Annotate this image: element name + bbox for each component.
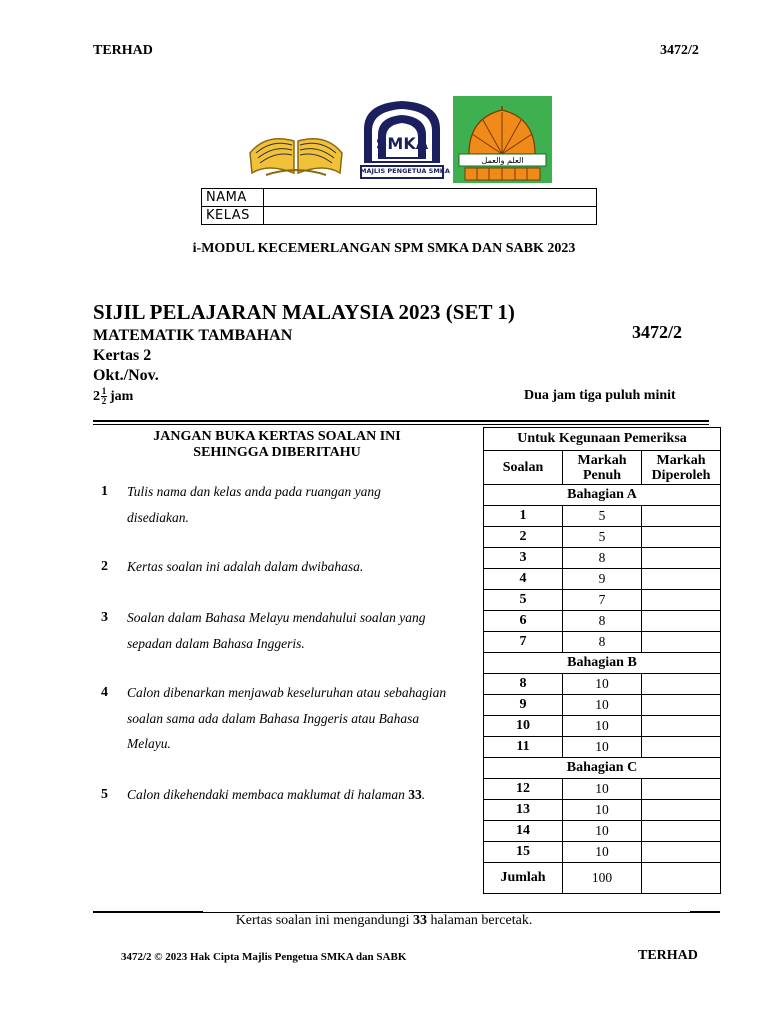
question-number: 7: [484, 632, 563, 653]
instruction-number: 4: [101, 685, 108, 700]
module-title: i-MODUL KECEMERLANGAN SPM SMKA DAN SABK 2023: [192, 241, 576, 256]
classification-label: TERHAD: [93, 43, 153, 58]
table-row: [484, 842, 721, 863]
duration-numerator: 1: [101, 386, 107, 396]
examiner-table: [483, 427, 721, 894]
instruction-number: 5: [101, 787, 108, 802]
duration-whole: 2: [93, 388, 100, 404]
question-number: 1: [484, 506, 563, 527]
duration: [93, 387, 133, 406]
question-number: 2: [484, 527, 563, 548]
paper-number: Kertas 2: [93, 347, 152, 364]
al-ilmu-logo-text: العلم والعمل: [481, 156, 524, 165]
section-header: Bahagian B: [484, 653, 721, 674]
class-field[interactable]: [264, 207, 597, 225]
full-mark: 10: [563, 842, 642, 863]
instruction-5-suffix: .: [421, 787, 426, 802]
obtained-mark-cell[interactable]: [642, 821, 721, 842]
question-number: 14: [484, 821, 563, 842]
table-row: [484, 611, 721, 632]
instruction-5-text: Calon dikehendaki membaca maklumat di halaman: [127, 787, 405, 802]
obtained-mark-cell[interactable]: [642, 779, 721, 800]
obtained-mark-cell[interactable]: [642, 506, 721, 527]
full-mark: 8: [563, 548, 642, 569]
question-number: 4: [484, 569, 563, 590]
obtained-mark-cell[interactable]: [642, 716, 721, 737]
table-row: [484, 527, 721, 548]
full-mark: 7: [563, 590, 642, 611]
obtained-mark-cell[interactable]: [642, 590, 721, 611]
table-row: [484, 695, 721, 716]
table-row: [484, 737, 721, 758]
instruction-5-page: 33: [408, 787, 422, 802]
table-row: [484, 821, 721, 842]
full-mark: 10: [563, 821, 642, 842]
obtained-mark-cell[interactable]: [642, 842, 721, 863]
instruction-number: 2: [101, 559, 108, 574]
class-label: KELAS: [202, 207, 264, 225]
col-soalan: Soalan: [484, 451, 563, 485]
question-number: 15: [484, 842, 563, 863]
examiner-table-title: Untuk Kegunaan Pemeriksa: [484, 428, 721, 451]
exam-title: SIJIL PELAJARAN MALAYSIA 2023 (SET 1): [93, 300, 515, 324]
question-number: 11: [484, 737, 563, 758]
instruction-text: [127, 782, 472, 808]
divider: [93, 420, 709, 422]
majlis-pengetua-logo: [356, 99, 448, 183]
page-count-post: halaman bercetak.: [430, 913, 533, 928]
table-row: [484, 590, 721, 611]
table-row: [484, 674, 721, 695]
section-header: Bahagian A: [484, 485, 721, 506]
duration-fraction: [101, 387, 107, 406]
total-row: [484, 863, 721, 894]
total-label: Jumlah: [484, 863, 563, 894]
question-number: 6: [484, 611, 563, 632]
page-count-note: [0, 913, 768, 929]
instruction-text: Calon dibenarkan menjawab keseluruhan atau sebahagian soalan sama ada dalam Bahasa Inggeris atau Bahasa Melayu.: [127, 685, 447, 751]
obtained-mark-cell[interactable]: [642, 737, 721, 758]
section-header: Bahagian C: [484, 758, 721, 779]
full-mark: 8: [563, 632, 642, 653]
full-mark: 8: [563, 611, 642, 632]
majlis-logo-text: MAJLIS PENGETUA SMKA: [360, 167, 450, 175]
question-number: 10: [484, 716, 563, 737]
warning-text: JANGAN BUKA KERTAS SOALAN INI SEHINGGA DIBERITAHU: [153, 429, 401, 460]
name-label: NAMA: [202, 189, 264, 207]
full-mark: 10: [563, 716, 642, 737]
instruction-text: Kertas soalan ini adalah dalam dwibahasa.: [127, 559, 364, 574]
instruction-number: 3: [101, 610, 108, 625]
full-mark: 10: [563, 737, 642, 758]
table-row: [484, 716, 721, 737]
divider: [93, 424, 709, 425]
question-number: 13: [484, 800, 563, 821]
subject-name: MATEMATIK TAMBAHAN: [93, 327, 293, 344]
classification-label-footer: TERHAD: [638, 948, 698, 963]
obtained-mark-cell[interactable]: [642, 548, 721, 569]
obtained-mark-cell[interactable]: [642, 674, 721, 695]
total-mark: 100: [563, 863, 642, 894]
page-count-number: 33: [412, 913, 427, 928]
full-mark: 10: [563, 779, 642, 800]
student-info-box: [201, 188, 597, 225]
duration-words: Dua jam tiga puluh minit: [524, 388, 676, 403]
paper-code-header: 3472/2: [660, 43, 699, 58]
question-number: 5: [484, 590, 563, 611]
obtained-mark-cell[interactable]: [642, 527, 721, 548]
svg-text:SMKA: SMKA: [375, 134, 429, 153]
question-number: 8: [484, 674, 563, 695]
table-row: [484, 632, 721, 653]
col-markah-penuh: Markah Penuh: [563, 451, 642, 485]
obtained-mark-cell[interactable]: [642, 632, 721, 653]
duration-denominator: 2: [101, 396, 107, 406]
total-obtained-cell[interactable]: [642, 863, 721, 894]
obtained-mark-cell[interactable]: [642, 800, 721, 821]
question-number: 12: [484, 779, 563, 800]
table-row: [484, 800, 721, 821]
paper-code: 3472/2: [632, 322, 683, 342]
full-mark: 10: [563, 695, 642, 716]
instruction-text: Soalan dalam Bahasa Melayu mendahului soalan yang sepadan dalam Bahasa Inggeris.: [127, 610, 426, 651]
table-row: [484, 569, 721, 590]
full-mark: 5: [563, 506, 642, 527]
table-row: [484, 506, 721, 527]
obtained-mark-cell[interactable]: [642, 569, 721, 590]
full-mark: 5: [563, 527, 642, 548]
table-row: [484, 779, 721, 800]
table-row: [484, 548, 721, 569]
book-logo: [246, 113, 346, 181]
col-markah-diperoleh: Markah Diperoleh: [642, 451, 721, 485]
exam-session: Okt./Nov.: [93, 367, 159, 384]
obtained-mark-cell[interactable]: [642, 611, 721, 632]
al-ilmu-logo: [453, 96, 552, 183]
full-mark: 10: [563, 800, 642, 821]
instruction-text: Tulis nama dan kelas anda pada ruangan yang disediakan.: [127, 484, 381, 525]
duration-unit: jam: [110, 388, 134, 404]
copyright: 3472/2 © 2023 Hak Cipta Majlis Pengetua SMKA dan SABK: [121, 951, 407, 963]
question-number: 3: [484, 548, 563, 569]
instruction-number: 1: [101, 484, 108, 499]
full-mark: 9: [563, 569, 642, 590]
name-field[interactable]: [264, 189, 597, 207]
question-number: 9: [484, 695, 563, 716]
obtained-mark-cell[interactable]: [642, 695, 721, 716]
page-count-pre: Kertas soalan ini mengandungi: [235, 913, 410, 928]
full-mark: 10: [563, 674, 642, 695]
